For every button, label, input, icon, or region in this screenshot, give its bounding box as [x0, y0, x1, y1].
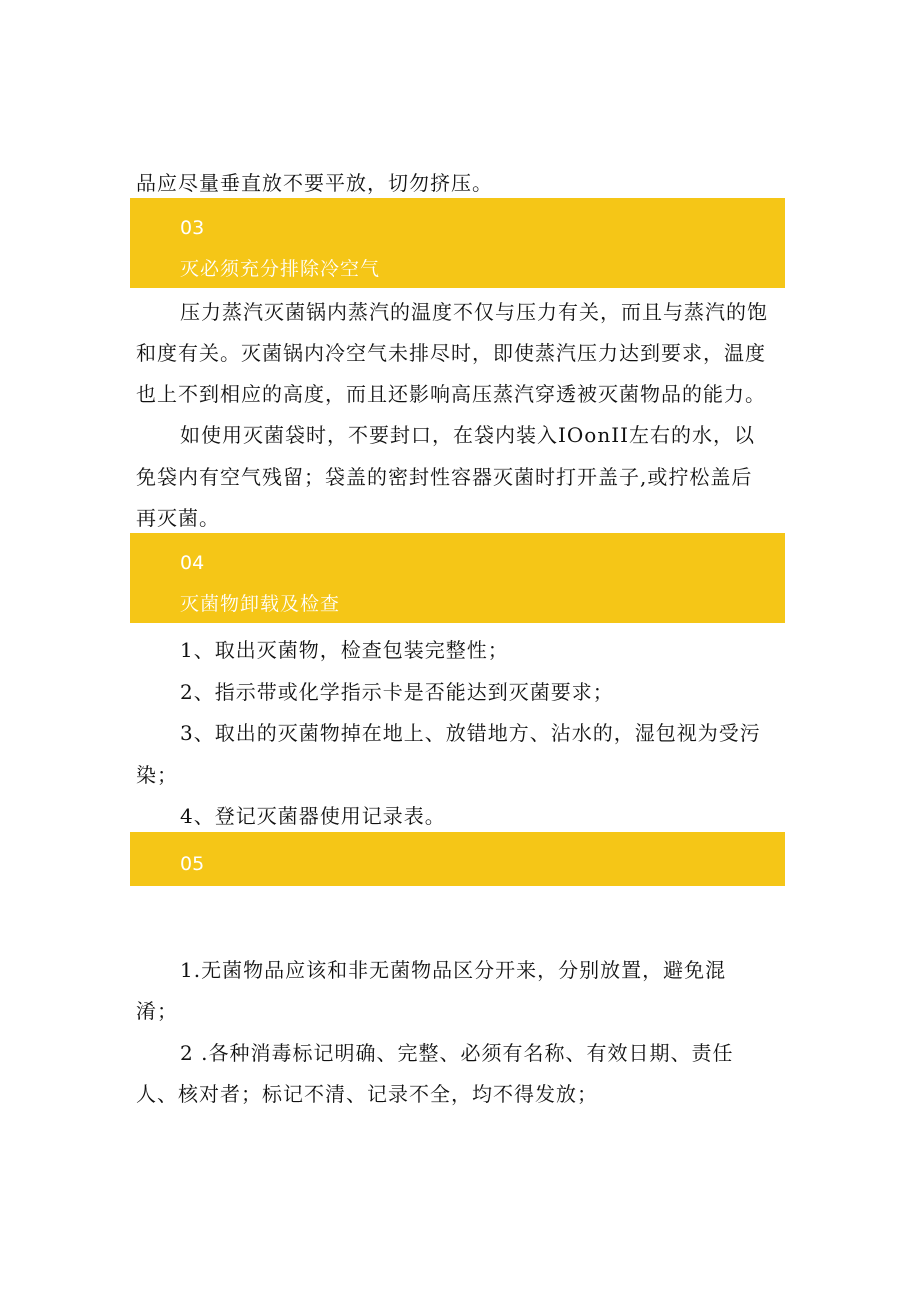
section-04-number: 04: [180, 552, 205, 574]
section-05-item1-cont: 淆；: [136, 999, 178, 1023]
section-05-item2: 2 .各种消毒标记明确、完整、必须有名称、有效日期、责任: [180, 1041, 734, 1065]
section-04-item3: 3、取出的灭菌物掉在地上、放错地方、沾水的，湿包视为受污: [180, 721, 761, 745]
section-03-banner: [130, 198, 785, 288]
section-03-title: 灭必须充分排除冷空气: [180, 258, 381, 280]
section-04-item4: 4、登记灭菌器使用记录表。: [180, 804, 446, 828]
section-05-item2-cont: 人、核对者；标记不清、记录不全，均不得发放；: [136, 1082, 598, 1106]
section-03-para1-line2: 和度有关。灭菌锅内冷空气未排尽时，即使蒸汽压力达到要求，温度: [136, 341, 766, 365]
section-05-item1: 1.无菌物品应该和非无菌物品区分开来，分别放置，避免混: [180, 958, 727, 982]
section-04-title: 灭菌物卸载及检查: [180, 593, 341, 615]
section-03-para2-line1: 如使用灭菌袋时，不要封口，在袋内装入IOonII左右的水，以: [180, 423, 756, 447]
section-04-banner: [130, 533, 785, 623]
section-04-item1: 1、取出灭菌物，检查包装完整性；: [180, 638, 509, 662]
section-05-number: 05: [180, 853, 205, 875]
section-05-banner: [130, 832, 785, 886]
section-03-para1-line3: 也上不到相应的高度，而且还影响高压蒸汽穿透被灭菌物品的能力。: [136, 382, 766, 406]
section-04-item2: 2、指示带或化学指示卡是否能达到灭菌要求；: [180, 680, 614, 704]
section-03-para1-line1: 压力蒸汽灭菌锅内蒸汽的温度不仅与压力有关，而且与蒸汽的饱: [180, 300, 768, 324]
section-03-para2-line3: 再灭菌。: [136, 506, 220, 530]
section-04-item3-cont: 染；: [136, 763, 178, 787]
section-03-para2-line2: 免袋内有空气残留；袋盖的密封性容器灭菌时打开盖子,或拧松盖后: [136, 465, 753, 489]
section-03-number: 03: [180, 217, 205, 239]
top-fragment-text: 品应尽量垂直放不要平放，切勿挤压。: [136, 171, 493, 195]
